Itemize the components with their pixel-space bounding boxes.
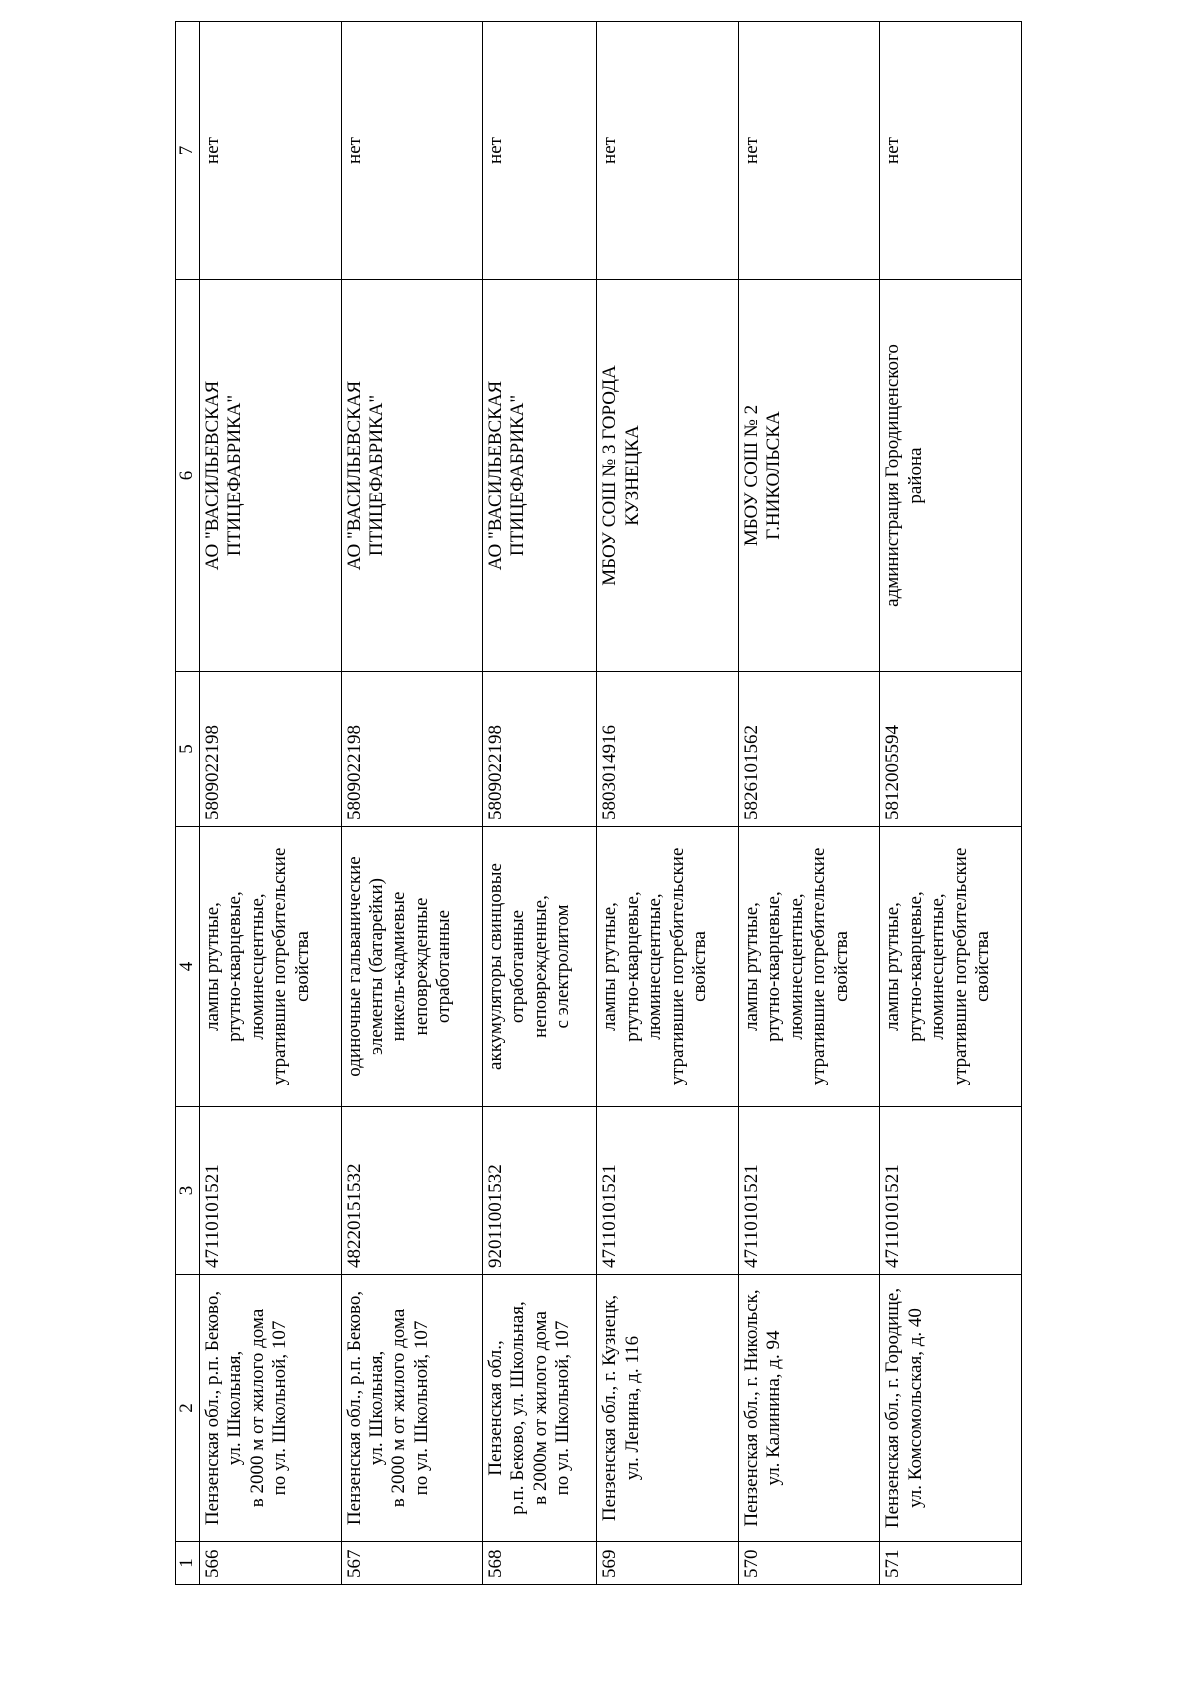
flag-cell: нет [880, 22, 1022, 280]
row-number-cell: 570 [738, 1542, 880, 1585]
address-cell: Пензенская обл., р.п. Беково, ул. Школьная, в 2000 м от жилого дома по ул. Школьной, 107 [341, 1275, 483, 1542]
table-row [200, 22, 342, 1585]
column-header: 2 [176, 1275, 200, 1542]
waste-name-cell: лампы ртутные, ртутно-кварцевые, люминесцентные, утратившие потребительские свойства [880, 827, 1022, 1107]
column-header: 1 [176, 1542, 200, 1585]
inn-cell: 5809022198 [200, 672, 342, 827]
flag-cell: нет [200, 22, 342, 280]
owner-cell: АО "ВАСИЛЬЕВСКАЯ ПТИЦЕФАБРИКА" [483, 280, 597, 672]
owner-cell: МБОУ СОШ № 2 Г.НИКОЛЬСКА [738, 280, 880, 672]
flag-cell: нет [597, 22, 739, 280]
address-cell: Пензенская обл., г. Никольск, ул. Калинина, д. 94 [738, 1275, 880, 1542]
owner-cell: МБОУ СОШ № 3 ГОРОДА КУЗНЕЦКА [597, 280, 739, 672]
column-header: 5 [176, 672, 200, 827]
inn-cell: 5812005594 [880, 672, 1022, 827]
inn-cell: 5809022198 [341, 672, 483, 827]
row-number-cell: 566 [200, 1542, 342, 1585]
column-number-row [176, 22, 200, 1585]
owner-cell: АО "ВАСИЛЬЕВСКАЯ ПТИЦЕФАБРИКА" [200, 280, 342, 672]
waste-code-cell: 92011001532 [483, 1107, 597, 1275]
address-cell: Пензенская обл., г. Городище, ул. Комсомольская, д. 40 [880, 1275, 1022, 1542]
column-header: 7 [176, 22, 200, 280]
waste-name-cell: лампы ртутные, ртутно-кварцевые, люминесцентные, утратившие потребительские свойства [200, 827, 342, 1107]
table-row [483, 22, 597, 1585]
flag-cell: нет [738, 22, 880, 280]
row-number-cell: 567 [341, 1542, 483, 1585]
flag-cell: нет [341, 22, 483, 280]
owner-cell: АО "ВАСИЛЬЕВСКАЯ ПТИЦЕФАБРИКА" [341, 280, 483, 672]
inn-cell: 5809022198 [483, 672, 597, 827]
waste-name-cell: одиночные гальванические элементы (батарейки) никель-кадмиевые неповрежденные отработанные [341, 827, 483, 1107]
column-header: 6 [176, 280, 200, 672]
waste-code-cell: 47110101521 [597, 1107, 739, 1275]
waste-name-cell: аккумуляторы свинцовые отработанные неповрежденные, с электролитом [483, 827, 597, 1107]
inn-cell: 5803014916 [597, 672, 739, 827]
waste-registry-table [175, 21, 1022, 1585]
column-header: 3 [176, 1107, 200, 1275]
flag-cell: нет [483, 22, 597, 280]
table-row [880, 22, 1022, 1585]
rotated-page [175, 22, 1022, 1585]
row-number-cell: 568 [483, 1542, 597, 1585]
table-row [597, 22, 739, 1585]
address-cell: Пензенская обл., р.п. Беково, ул. Школьная, в 2000 м от жилого дома по ул. Школьной, 107 [200, 1275, 342, 1542]
row-number-cell: 569 [597, 1542, 739, 1585]
table-row [341, 22, 483, 1585]
waste-name-cell: лампы ртутные, ртутно-кварцевые, люминесцентные, утратившие потребительские свойства [738, 827, 880, 1107]
address-cell: Пензенская обл., р.п. Беково, ул. Школьная, в 2000м от жилого дома по ул. Школьной, 107 [483, 1275, 597, 1542]
waste-code-cell: 47110101521 [738, 1107, 880, 1275]
waste-code-cell: 47110101521 [880, 1107, 1022, 1275]
column-header: 4 [176, 827, 200, 1107]
inn-cell: 5826101562 [738, 672, 880, 827]
waste-code-cell: 47110101521 [200, 1107, 342, 1275]
waste-code-cell: 48220151532 [341, 1107, 483, 1275]
address-cell: Пензенская обл., г. Кузнецк, ул. Ленина, д. 116 [597, 1275, 739, 1542]
waste-name-cell: лампы ртутные, ртутно-кварцевые, люминесцентные, утратившие потребительские свойства [597, 827, 739, 1107]
owner-cell: администрация Городищенского района [880, 280, 1022, 672]
row-number-cell: 571 [880, 1542, 1022, 1585]
table-row [738, 22, 880, 1585]
